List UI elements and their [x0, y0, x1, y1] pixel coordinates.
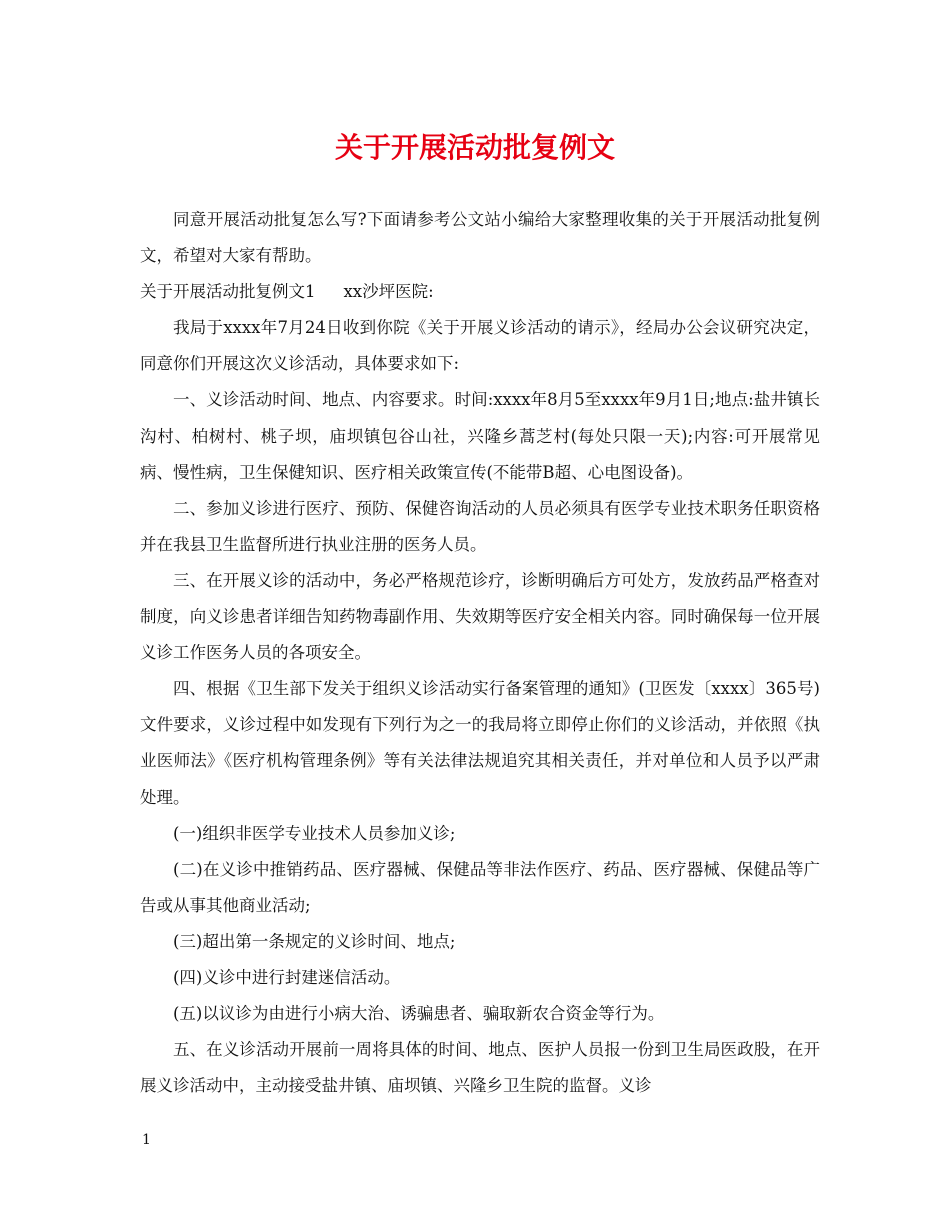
list-item-5: (五)以议诊为由进行小病大治、诱骗患者、骗取新农合资金等行为。	[173, 1004, 665, 1024]
body-paragraph-4: 三、在开展义诊的活动中，务必严格规范诊疗，诊断明确后方可处方，发放药品严格查对制度，向义诊患者详细告知药物毒副作用、失效期等医疗安全相关内容。同时确保每一位开展义诊工作医务人员的各项安全。	[140, 570, 820, 663]
list-item-4: (四)义诊中进行封建迷信活动。	[173, 967, 401, 987]
list-item-2: (二)在义诊中推销药品、医疗器械、保健品等非法作医疗、药品、医疗器械、保健品等广告或从事其他商业活动;	[140, 859, 820, 915]
intro-paragraph: 同意开展活动批复怎么写?下面请参考公文站小编给大家整理收集的关于开展活动批复例文，希望对大家有帮助。	[140, 210, 820, 266]
body-paragraph-5: 四、根据《卫生部下发关于组织义诊活动实行备案管理的通知》(卫医发〔xxxx〕365号)文件要求，义诊过程中如发现有下列行为之一的我局将立即停止你们的义诊活动，并依照《执业医师法》《医疗机构管理条例》等有关法律法规追究其相关责任，并对单位和人员予以严肃处理。	[140, 679, 820, 807]
sample-heading: 关于开展活动批复例文1	[140, 282, 316, 302]
document-title: 关于开展活动批复例文	[334, 131, 615, 164]
salutation: xx沙坪医院:	[343, 282, 434, 302]
body-paragraph-1: 我局于xxxx年7月24日收到你院《关于开展义诊活动的请示》，经局办公会议研究决定，同意你们开展这次义诊活动，具体要求如下:	[140, 318, 820, 374]
document-body	[140, 202, 820, 1104]
body-paragraph-3: 二、参加义诊进行医疗、预防、保健咨询活动的人员必须具有医学专业技术职务任职资格并在我县卫生监督所进行执业注册的医务人员。	[140, 498, 820, 554]
page-number: 1	[142, 1132, 151, 1148]
body-paragraph-2: 一、义诊活动时间、地点、内容要求。时间:xxxx年8月5至xxxx年9月1日;地点:盐井镇长沟村、柏树村、桃子坝，庙坝镇包谷山社，兴隆乡蒿芝村(每处只限一天);内容:可开展常见病、慢性病，卫生保健知识、医疗相关政策宣传(不能带B超、心电图设备)。	[140, 390, 820, 482]
sample-heading-line	[140, 274, 820, 310]
body-paragraph-6: 五、在义诊活动开展前一周将具体的时间、地点、医护人员报一份到卫生局医政股，在开展义诊活动中，主动接受盐井镇、庙坝镇、兴隆乡卫生院的监督。义诊	[140, 1040, 820, 1096]
list-item-3: (三)超出第一条规定的义诊时间、地点;	[173, 931, 456, 951]
list-item-1: (一)组织非医学专业技术人员参加义诊;	[173, 823, 456, 843]
